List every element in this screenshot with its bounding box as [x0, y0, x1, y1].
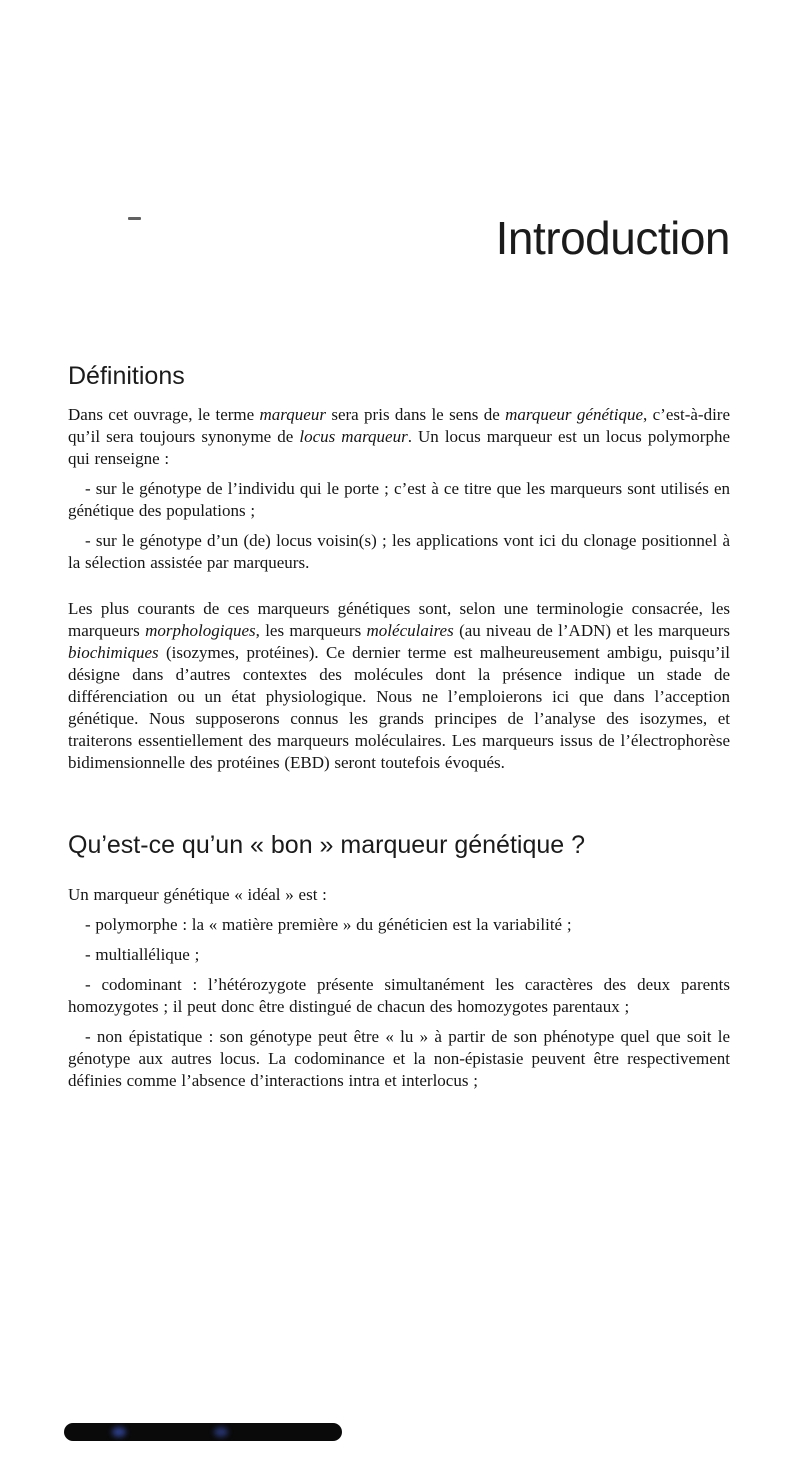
- section-heading: Qu’est-ce qu’un « bon » marqueur génétique ?: [68, 830, 586, 859]
- redaction-bar: [64, 1423, 342, 1441]
- page-content: [68, 361, 730, 1092]
- redaction-ink-mark: [112, 1427, 126, 1437]
- redaction-ink-mark: [214, 1427, 228, 1437]
- bullet-item: - sur le génotype d’un (de) locus voisin(s) ; les applications vont ici du clonage positionnel à la sélection assistée par marqueurs.: [68, 530, 730, 572]
- bullet-item: - polymorphe : la « matière première » du généticien est la variabilité ;: [85, 914, 572, 934]
- section-heading: Définitions: [68, 361, 185, 390]
- paragraph: Dans cet ouvrage, le terme marqueur sera pris dans le sens de marqueur génétique, c’est-à-dire qu’il sera toujours synonyme de locus marqueur. Un locus marqueur est un locus polymorphe qui renseigne :: [68, 404, 730, 468]
- bullet-item: - multiallélique ;: [85, 944, 200, 964]
- bullet-item: - sur le génotype de l’individu qui le porte ; c’est à ce titre que les marqueurs sont utilisés en génétique des populations ;: [68, 478, 730, 520]
- paragraph: Les plus courants de ces marqueurs génétiques sont, selon une terminologie consacrée, les marqueurs morphologiques, les marqueurs moléculaires (au niveau de l’ADN) et les marqueurs biochimiques (isozymes, protéines). Ce dernier terme est malheureusement ambigu, puisqu’il désigne dans d’autres contextes des molécules dont la présence indique un stade de différenciation ou un état physiologique. Nous ne l’emploierons ici que dans l’acception génétique. Nous supposerons connus les grands principes de l’analyse des isozymes, et traiterons essentiellement des marqueurs moléculaires. Les marqueurs issus de l’électrophorèse bidimensionnelle des protéines (EBD) seront toutefois évoqués.: [68, 598, 730, 772]
- paragraph: Un marqueur génétique « idéal » est :: [68, 884, 327, 904]
- scan-artifact-dash: [128, 217, 141, 220]
- bullet-item: - codominant : l’hétérozygote présente simultanément les caractères des deux parents homozygotes ; il peut donc être distingué de chacun des homozygotes parentaux ;: [68, 974, 730, 1016]
- book-page: [0, 212, 800, 1457]
- bullet-item: - non épistatique : son génotype peut être « lu » à partir de son phénotype quel que soit le génotype aux autres locus. La codominance et la non-épistasie peuvent être respectivement définies comme l’absence d’interactions intra et interlocus ;: [68, 1026, 730, 1090]
- chapter-title: Introduction: [495, 212, 730, 264]
